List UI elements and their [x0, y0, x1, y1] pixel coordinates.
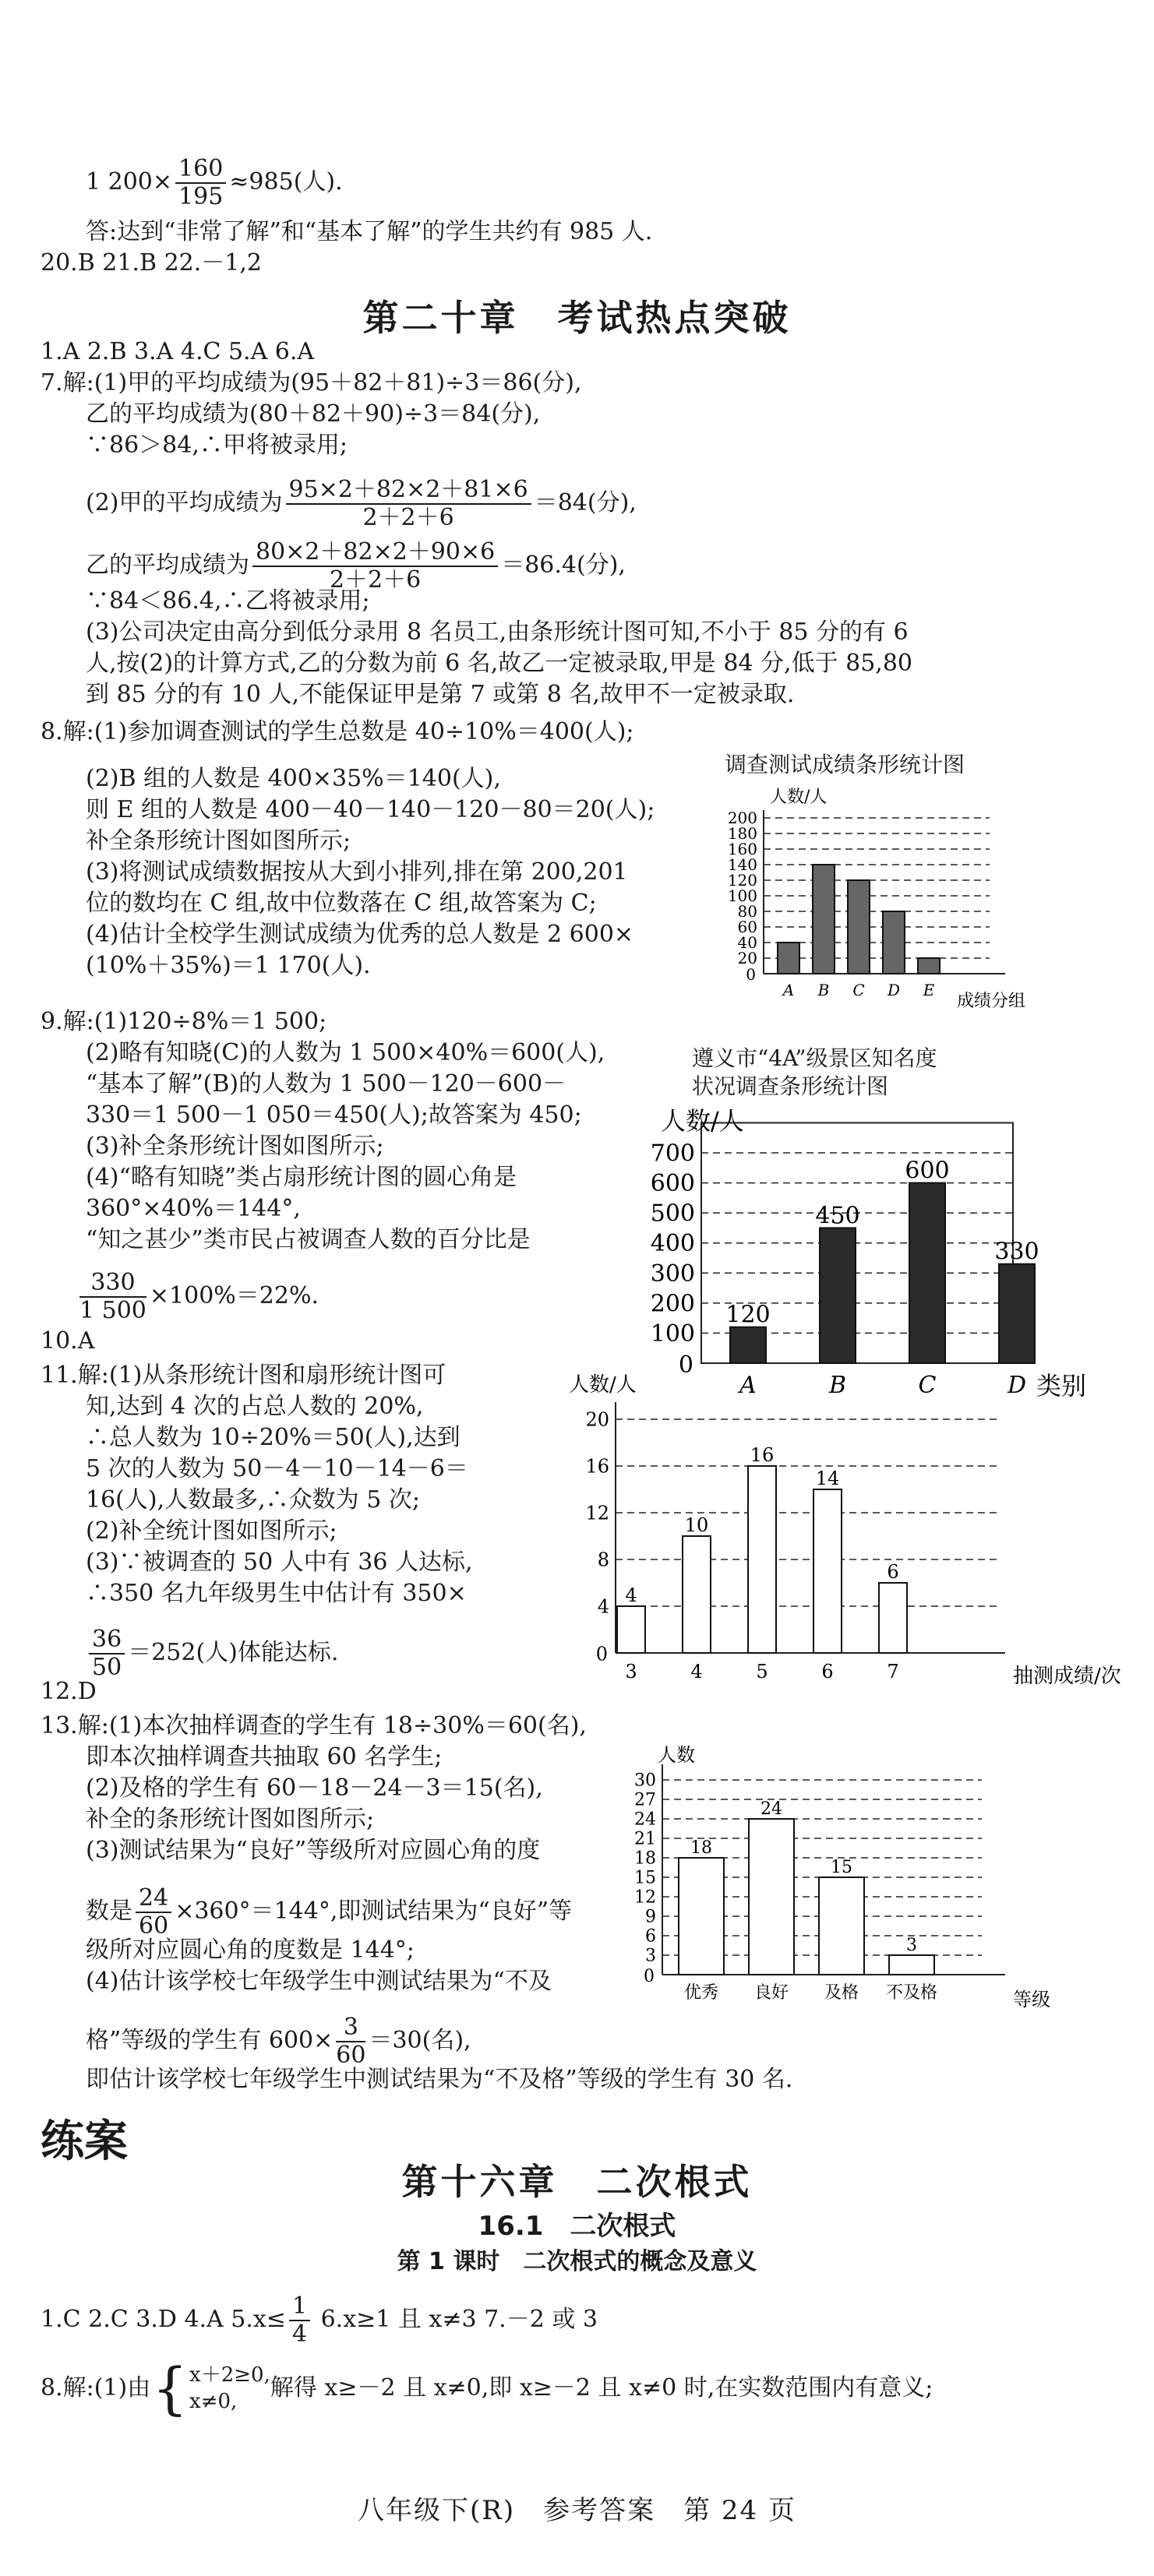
answer-line: 1.A 2.B 3.A 4.C 5.A 6.A — [41, 338, 315, 365]
bar-value-label: 16 — [750, 1444, 775, 1466]
text-line: 即本次抽样调查共抽取 60 名学生; — [86, 1743, 443, 1771]
formula-line — [86, 2014, 471, 2069]
y-tick-label: 12 — [585, 1502, 609, 1524]
fraction-denominator: 60 — [336, 2042, 366, 2069]
fraction-numerator: 160 — [175, 156, 226, 184]
y-tick-label: 400 — [650, 1230, 695, 1258]
text-line: (3)补全条形统计图如图所示; — [86, 1133, 384, 1160]
origin-label: 0 — [595, 1643, 608, 1665]
page-footer: 八年级下(R) 参考答案 第 24 页 — [357, 2495, 796, 2526]
formula-text: ×100%＝22%. — [149, 1282, 319, 1309]
bar — [813, 865, 835, 974]
y-tick-label: 180 — [727, 824, 757, 843]
text-line: 级所对应圆心角的度数是 144°; — [86, 1936, 415, 1964]
calc-text: ≈985(人). — [229, 168, 343, 196]
fraction-numerator: 95×2＋82×2＋81×6 — [286, 477, 531, 505]
text-line: “基本了解”(B)的人数为 1 500－120－600－ — [86, 1070, 566, 1098]
y-tick-label: 160 — [727, 840, 757, 858]
formula-text: ＝84(分), — [534, 489, 637, 516]
text-line: 7.解:(1)甲的平均成绩为(95＋82＋81)÷3＝86(分), — [41, 369, 582, 396]
answer-line — [41, 2293, 598, 2348]
formula-line — [76, 1270, 319, 1324]
chapter-title: 第十六章 二次根式 — [401, 2161, 753, 2203]
inequality-system — [189, 2362, 270, 2415]
fraction-denominator: 195 — [178, 183, 224, 210]
y-tick-label: 80 — [737, 902, 757, 921]
fraction-numerator: 24 — [136, 1885, 171, 1913]
formula-text: ×360°＝144°,即测试结果为“良好”等 — [175, 1898, 573, 1925]
fraction-numerator: 1 — [289, 2293, 310, 2321]
origin-label: 0 — [644, 1966, 655, 1986]
fraction — [89, 1626, 125, 1681]
fraction-denominator: 2＋2＋6 — [362, 504, 454, 531]
x-axis-label: 抽测成绩/次 — [1013, 1665, 1121, 1688]
y-axis-label: 人数/人 — [661, 1106, 744, 1136]
text-line: 11.解:(1)从条形统计图和扇形统计图可 — [41, 1362, 446, 1389]
text-line: 9.解:(1)120÷8%＝1 500; — [41, 1008, 327, 1035]
fraction — [286, 477, 531, 531]
fraction — [289, 2293, 310, 2348]
bar — [999, 1264, 1035, 1363]
text-line: (4)“略有知晓”类占扇形统计图的圆心角是 — [86, 1164, 517, 1191]
formula-text: 乙的平均成绩为 — [86, 551, 249, 579]
fraction-numerator: 80×2＋82×2＋90×6 — [252, 539, 498, 567]
x-category-label: C — [852, 981, 865, 999]
y-tick-label: 100 — [650, 1320, 695, 1348]
fraction — [175, 156, 226, 210]
text-line: (10%＋35%)＝1 170(人). — [86, 952, 371, 979]
y-tick-label: 4 — [597, 1595, 609, 1618]
y-tick-label: 8 — [597, 1549, 609, 1571]
bar — [848, 880, 870, 974]
formula-line — [41, 2356, 933, 2421]
x-category-label: E — [923, 981, 935, 999]
x-category-label: B — [817, 981, 830, 999]
system-line: x＋2≥0, — [189, 2363, 270, 2387]
y-tick-label: 30 — [634, 1771, 656, 1791]
text-line: (2)补全统计图如图所示; — [86, 1517, 337, 1545]
fraction-numerator: 36 — [89, 1626, 125, 1654]
y-tick-label: 20 — [585, 1408, 609, 1431]
calc-text: 1 200× — [86, 168, 173, 196]
text-line: 乙的平均成绩为(80＋82＋90)÷3＝84(分), — [86, 400, 541, 428]
text-line: 即估计该学校七年级学生中测试结果为“不及格”等级的学生有 30 名. — [86, 2066, 793, 2093]
bar-value-label: 15 — [831, 1858, 852, 1877]
text-line: 330＝1 500－1 050＝450(人);故答案为 450; — [86, 1101, 582, 1129]
bar — [683, 1536, 711, 1653]
bar-value-label: 10 — [684, 1514, 709, 1536]
y-tick-label: 16 — [585, 1455, 609, 1478]
y-tick-label: 12 — [634, 1887, 656, 1908]
formula-text: (2)甲的平均成绩为 — [86, 489, 283, 516]
bar-value-label: 18 — [690, 1838, 712, 1858]
origin-label: 0 — [678, 1351, 693, 1379]
chapter-title: 第二十章 考试热点突破 — [362, 297, 792, 339]
bar — [749, 1819, 794, 1975]
bar — [813, 1489, 842, 1653]
system-line: x≠0, — [189, 2390, 238, 2413]
chart-grade-levels — [616, 1741, 1068, 2029]
y-tick-label: 200 — [650, 1290, 695, 1318]
bar-value-label: 14 — [815, 1468, 840, 1489]
bar — [879, 1583, 907, 1653]
fraction-numerator: 330 — [79, 1270, 146, 1298]
text-line: 5 次的人数为 50－4－10－14－6＝ — [86, 1455, 468, 1482]
text-line: (4)估计全校学生测试成绩为优秀的总人数是 2 600× — [86, 921, 634, 948]
origin-label: 0 — [746, 965, 756, 984]
y-tick-label: 9 — [645, 1907, 656, 1927]
answer-line: 12.D — [41, 1678, 97, 1705]
text-line: 位的数均在 C 组,故中位数落在 C 组,故答案为 C; — [86, 890, 597, 917]
fraction-denominator: 2＋2＋6 — [329, 566, 422, 594]
bar-value-label: 3 — [906, 1936, 917, 1955]
chart-title: 遵义市“4A”级景区知名度 — [692, 1045, 937, 1071]
x-category-label: 优秀 — [683, 1983, 719, 2003]
x-axis-label: 类别 — [1036, 1371, 1087, 1401]
y-tick-label: 700 — [650, 1140, 695, 1168]
text-line: “知之甚少”类市民占被调查人数的百分比是 — [86, 1226, 531, 1253]
bar — [883, 911, 905, 974]
text-line: (2)及格的学生有 60－18－24－3＝15(名), — [86, 1774, 543, 1802]
text-line: ∵86＞84,∴甲将被录用; — [86, 432, 348, 459]
text-line: (3)∵被调查的 50 人中有 36 人达标, — [86, 1549, 473, 1576]
x-category-label: 4 — [690, 1661, 703, 1683]
x-category-label: D — [1007, 1372, 1027, 1399]
chart-title: 调查测试成绩条形统计图 — [725, 752, 965, 777]
formula-line — [86, 1626, 338, 1681]
y-tick-label: 20 — [737, 949, 757, 967]
x-category-label: A — [782, 981, 795, 999]
fraction-denominator: 50 — [92, 1654, 122, 1681]
fraction — [136, 1885, 171, 1940]
answer-line: 20.B 21.B 22.－1,2 — [41, 249, 263, 277]
text-line: (3)测试结果为“良好”等级所对应圆心角的度 — [86, 1837, 541, 1864]
formula-text: 8.解:(1)由 — [41, 2374, 151, 2402]
bar-value-label: 4 — [625, 1584, 637, 1606]
text-line: (2)B 组的人数是 400×35%＝140(人), — [86, 765, 501, 792]
chart-score-groups — [717, 779, 1060, 1013]
text-line: (4)估计该学校七年级学生中测试结果为“不及 — [86, 1968, 552, 1995]
section-title: 练案 — [41, 2116, 128, 2167]
answer-text: 6.x≥1 且 x≠3 7.－2 或 3 — [313, 2306, 598, 2333]
y-axis-label: 人数/人 — [770, 788, 828, 807]
x-category-label: 3 — [625, 1661, 637, 1683]
x-category-label: 不及格 — [885, 1983, 938, 2003]
text-line: 360°×40%＝144°, — [86, 1195, 301, 1222]
text-line: (3)公司决定由高分到低分录用 8 名员工,由条形统计图可知,不小于 85 分的有 6 — [86, 618, 909, 646]
x-category-label: 良好 — [753, 1983, 789, 2003]
text-line: 补全条形统计图如图所示; — [86, 827, 351, 855]
y-tick-label: 200 — [727, 809, 757, 827]
fraction — [336, 2014, 365, 2069]
fraction-denominator: 60 — [139, 1912, 169, 1940]
y-axis-label: 人数/人 — [569, 1373, 637, 1397]
y-tick-label: 60 — [737, 918, 757, 936]
text-line: 13.解:(1)本次抽样调查的学生有 18÷30%＝60(名), — [41, 1712, 587, 1739]
bar — [679, 1858, 724, 1975]
fraction-denominator: 4 — [291, 2321, 308, 2348]
x-category-label: A — [739, 1372, 757, 1399]
y-tick-label: 40 — [737, 933, 757, 952]
text-line: 人,按(2)的计算方式,乙的分数为前 6 名,故乙一定被录取,甲是 84 分,低于 85,80 — [86, 650, 913, 677]
bar — [909, 1183, 945, 1363]
lesson-heading: 第 1 课时 二次根式的概念及意义 — [397, 2248, 757, 2275]
y-tick-label: 120 — [727, 871, 757, 890]
x-category-label: 5 — [756, 1661, 768, 1683]
section-heading: 16.1 二次根式 — [478, 2211, 676, 2242]
y-tick-label: 27 — [634, 1790, 656, 1810]
fraction — [79, 1270, 146, 1324]
x-category-label: 7 — [887, 1661, 899, 1683]
x-category-label: C — [918, 1372, 937, 1399]
formula-text: ＝252(人)体能达标. — [128, 1639, 339, 1666]
y-tick-label: 140 — [727, 855, 757, 874]
formula-line — [86, 1885, 572, 1940]
y-tick-label: 6 — [645, 1926, 656, 1947]
x-category-label: 及格 — [824, 1983, 859, 2003]
x-category-label: B — [828, 1372, 847, 1399]
x-axis-label: 等级 — [1013, 1989, 1050, 2010]
text-line: 知,达到 4 次的占总人数的 20%, — [86, 1393, 424, 1420]
formula-text: ＝30(名), — [369, 2027, 471, 2054]
y-tick-label: 3 — [645, 1946, 656, 1966]
x-category-label: D — [887, 981, 901, 999]
bar — [748, 1466, 776, 1653]
brace: { — [152, 2356, 189, 2421]
answer-line: 答:达到“非常了解”和“基本了解”的学生共约有 985 人. — [86, 218, 653, 245]
bar — [889, 1955, 934, 1975]
bar-value-label: 330 — [994, 1238, 1039, 1266]
bar-value-label: 120 — [725, 1301, 771, 1329]
y-tick-label: 300 — [650, 1260, 695, 1288]
text-line: ∴350 名九年级男生中估计有 350× — [86, 1580, 467, 1607]
y-tick-label: 600 — [650, 1170, 695, 1198]
chart-title: 状况调查条形统计图 — [692, 1073, 889, 1099]
bar — [918, 958, 940, 974]
answer-text: 1.C 2.C 3.D 4.A 5.x≤ — [41, 2306, 286, 2333]
bar-value-label: 450 — [815, 1202, 860, 1230]
fraction-numerator: 3 — [336, 2014, 365, 2042]
formula-text: 解得 x≥－2 且 x≠0,即 x≥－2 且 x≠0 时,在实数范围内有意义; — [270, 2374, 933, 2402]
bar-value-label: 600 — [905, 1157, 950, 1185]
x-axis-label: 成绩分组 — [957, 992, 1026, 1011]
y-tick-label: 24 — [634, 1810, 656, 1830]
bar — [819, 1877, 864, 1975]
text-line: 8.解:(1)参加调查测试的学生总数是 40÷10%＝400(人); — [41, 718, 634, 745]
formula-text: 格”等级的学生有 600× — [86, 2027, 333, 2054]
text-line: (3)将测试成绩数据按从大到小排列,排在第 200,201 — [86, 858, 628, 886]
bar — [617, 1606, 645, 1653]
y-tick-label: 100 — [727, 886, 757, 905]
formula-text: ＝86.4(分), — [501, 551, 626, 579]
text-line: 则 E 组的人数是 400－40－140－120－80＝20(人); — [86, 796, 655, 823]
text-line: 到 85 分的有 10 人,不能保证甲是第 7 或第 8 名,故甲不一定被录取. — [86, 681, 795, 708]
bar — [778, 943, 799, 974]
y-axis-label: 人数 — [658, 1744, 695, 1766]
formula-line — [86, 477, 637, 531]
chart-test-results — [538, 1355, 1145, 1698]
y-tick-label: 500 — [650, 1200, 695, 1228]
bar-value-label: 6 — [887, 1561, 899, 1583]
formula-text: 数是 — [86, 1898, 132, 1925]
fraction-denominator: 1 500 — [79, 1297, 146, 1324]
answer-line: 10.A — [41, 1327, 95, 1355]
bar — [820, 1228, 856, 1363]
y-tick-label: 15 — [634, 1868, 656, 1888]
x-category-label: 6 — [821, 1661, 834, 1683]
text-line: ∴总人数为 10÷20%＝50(人),达到 — [86, 1424, 461, 1451]
y-tick-label: 21 — [634, 1829, 656, 1849]
text-line: 补全的条形统计图如图所示; — [86, 1806, 375, 1833]
calc-line — [86, 156, 343, 210]
text-line: (2)略有知晓(C)的人数为 1 500×40%＝600(人), — [86, 1039, 605, 1066]
text-line: 16(人),人数最多,∴众数为 5 次; — [86, 1486, 420, 1514]
bar-value-label: 24 — [761, 1799, 782, 1819]
text-line: ∵84＜86.4,∴乙将被录用; — [86, 587, 370, 615]
y-tick-label: 18 — [634, 1848, 656, 1869]
